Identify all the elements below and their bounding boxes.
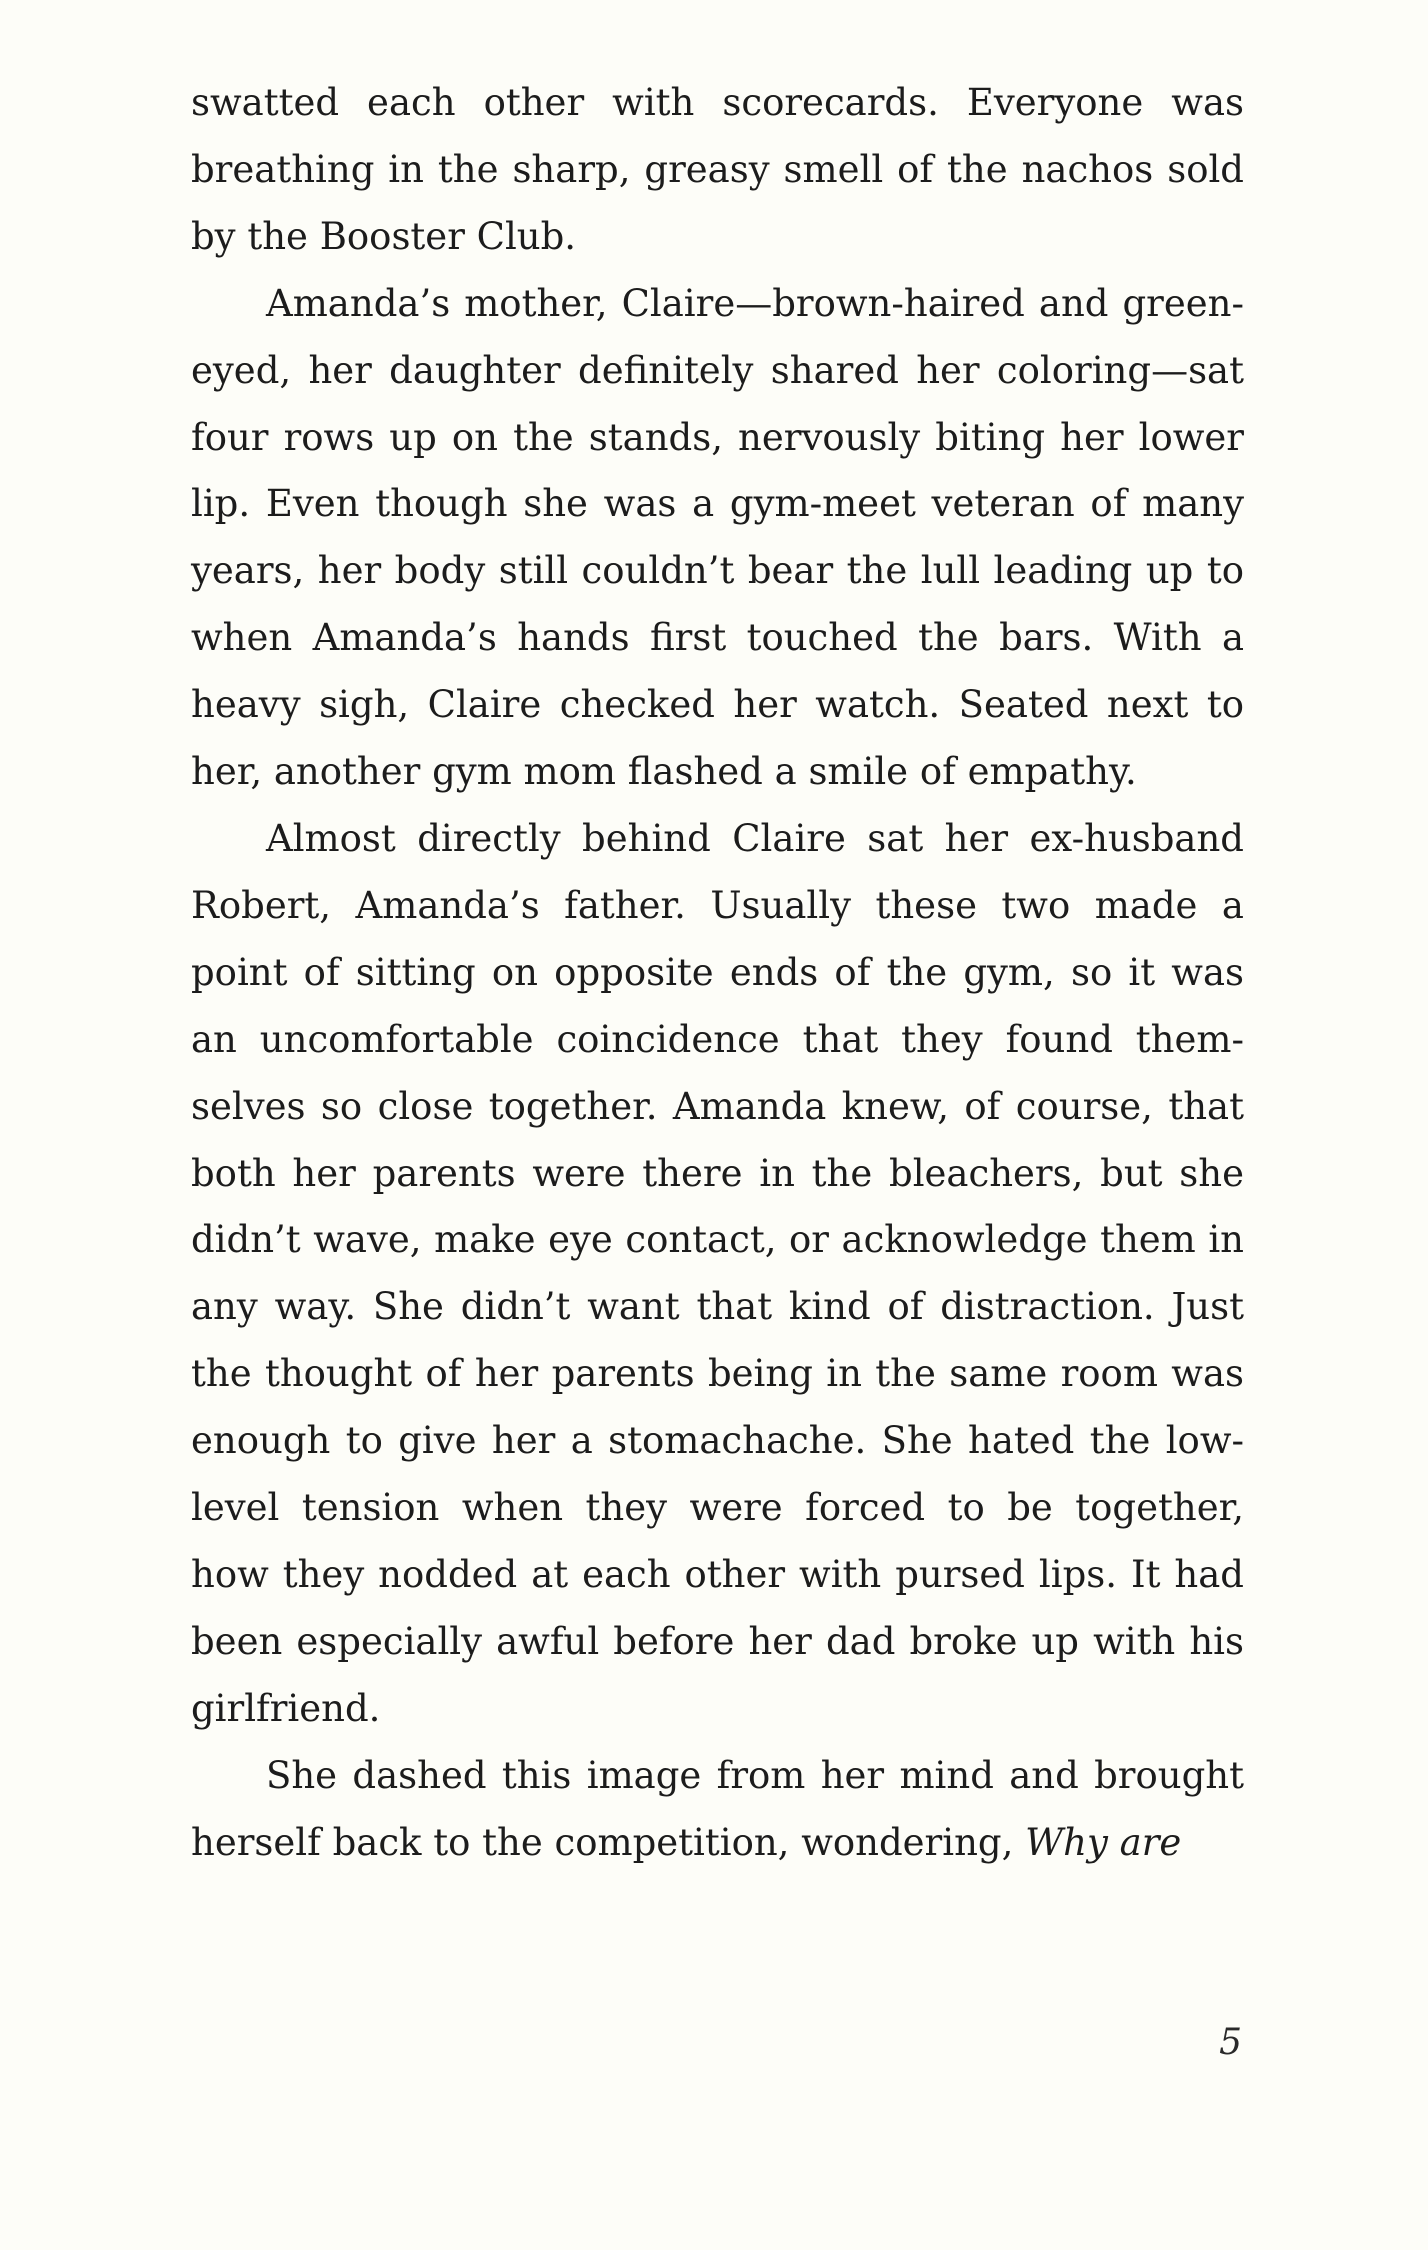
body-text [191, 70, 1244, 1876]
paragraph-3: Almost directly behind Claire sat her ex-husband Robert, Amanda’s father. Usually these two made a point of sitting on opposite ends of the gym, so it was an uncomfortable coincidence that they found themselves so close together. Amanda knew, of course, that both her parents were there in the bleachers, but she didn’t wave, make eye contact, or acknowledge them in any way. She didn’t want that kind of distraction. Just the thought of her parents being in the same room was enough to give her a stomachache. She hated the low-level tension when they were forced to be together, how they nodded at each other with pursed lips. It had been especially awful before her dad broke up with his girlfriend. [191, 816, 1244, 1730]
paragraph-4 [191, 1743, 1244, 1877]
paragraph-4-italic-tail: Why are [1025, 1820, 1182, 1864]
page-number: 5 [1219, 2022, 1242, 2063]
paragraph-2: Amanda’s mother, Claire—brown-haired and green-eyed, her daughter definitely shared her coloring—sat four rows up on the stands, nervously biting her lower lip. Even though she was a gym-meet veteran of many years, her body still couldn’t bear the lull leading up to when Amanda’s hands first touched the bars. With a heavy sigh, Claire checked her watch. Seated next to her, another gym mom flashed a smile of empathy. [191, 281, 1244, 794]
paragraph-1: swatted each other with scorecards. Everyone was breathing in the sharp, greasy smell of the nachos sold by the Booster Club. [191, 81, 1244, 258]
paragraph-4-text: She dashed this image from her mind and brought herself back to the competition, wondering, [191, 1753, 1244, 1864]
